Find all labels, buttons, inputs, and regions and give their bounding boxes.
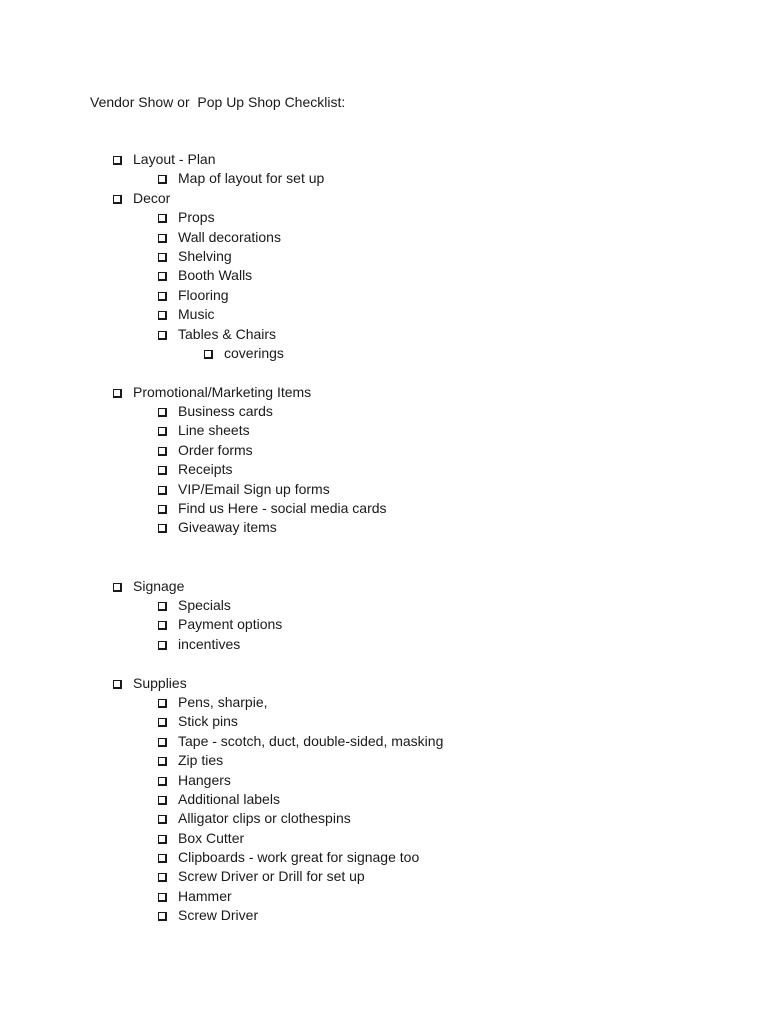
item-label: Line sheets [178, 422, 250, 439]
list-item [0, 615, 770, 634]
list-item [0, 480, 770, 499]
checkbox-icon[interactable] [158, 214, 167, 223]
spacer [0, 363, 770, 382]
checkbox-icon[interactable] [158, 815, 167, 824]
item-label: Map of layout for set up [178, 170, 325, 187]
checkbox-icon[interactable] [158, 466, 167, 475]
item-label: Pens, sharpie, [178, 693, 268, 710]
checkbox-icon[interactable] [113, 680, 122, 689]
list-item [0, 693, 770, 712]
checkbox-icon[interactable] [158, 912, 167, 921]
item-label: Shelving [178, 247, 232, 264]
list-item [0, 421, 770, 440]
checkbox-icon[interactable] [158, 621, 167, 630]
item-label: Find us Here - social media cards [178, 500, 387, 517]
item-label: Screw Driver or Drill for set up [178, 868, 365, 885]
checkbox-icon[interactable] [158, 893, 167, 902]
item-label: Clipboards - work great for signage too [178, 849, 420, 866]
item-label: Hammer [178, 887, 232, 904]
item-label: Wall decorations [178, 228, 281, 245]
list-item [0, 286, 770, 305]
item-label: Zip ties [178, 752, 224, 769]
item-label: Screw Driver [178, 907, 259, 924]
checkbox-icon[interactable] [158, 253, 167, 262]
item-label: Decor [133, 189, 171, 206]
list-item [0, 247, 770, 266]
item-label: Props [178, 209, 215, 226]
list-item [0, 325, 770, 344]
item-label: Business cards [178, 403, 273, 420]
checkbox-icon[interactable] [158, 757, 167, 766]
checkbox-icon[interactable] [158, 718, 167, 727]
list-item [0, 867, 770, 886]
checklist-title: Vendor Show or Pop Up Shop Checklist: [90, 94, 346, 110]
item-label: Additional labels [178, 790, 280, 807]
checkbox-icon[interactable] [158, 738, 167, 747]
item-label: Stick pins [178, 713, 238, 730]
checkbox-icon[interactable] [158, 311, 167, 320]
checkbox-icon[interactable] [158, 447, 167, 456]
list-item [0, 771, 770, 790]
section-supplies [0, 674, 770, 693]
item-label: Signage [133, 577, 185, 594]
checkbox-icon[interactable] [158, 602, 167, 611]
list-item [0, 499, 770, 518]
checkbox-icon[interactable] [113, 389, 122, 398]
checkbox-icon[interactable] [158, 873, 167, 882]
checklist [0, 150, 770, 926]
checkbox-icon[interactable] [158, 331, 167, 340]
section-layout [0, 150, 770, 169]
item-label: Giveaway items [178, 519, 277, 536]
checkbox-icon[interactable] [158, 427, 167, 436]
item-label: Alligator clips or clothespins [178, 810, 351, 827]
list-item [0, 305, 770, 324]
checkbox-icon[interactable] [158, 854, 167, 863]
section-decor [0, 189, 770, 208]
item-label: Specials [178, 597, 231, 613]
item-label: Music [178, 306, 215, 323]
list-item [0, 169, 770, 188]
list-item [0, 906, 770, 925]
item-label: incentives [178, 635, 241, 652]
item-label: Supplies [133, 674, 187, 691]
list-item [0, 712, 770, 731]
item-label: Order forms [178, 441, 253, 458]
list-item [0, 596, 770, 615]
list-item [0, 402, 770, 421]
list-item [0, 848, 770, 867]
checkbox-icon[interactable] [158, 835, 167, 844]
checkbox-icon[interactable] [158, 699, 167, 708]
checkbox-icon[interactable] [113, 195, 122, 204]
item-label: Flooring [178, 286, 229, 303]
list-item [0, 635, 770, 654]
list-item [0, 887, 770, 906]
list-item [0, 732, 770, 751]
item-label: Tables & Chairs [178, 325, 277, 342]
checkbox-icon[interactable] [158, 796, 167, 805]
item-label: Hangers [178, 771, 231, 788]
list-item [0, 208, 770, 227]
item-label: Layout - Plan [133, 151, 216, 167]
list-item [0, 228, 770, 247]
item-label: Box Cutter [178, 829, 245, 846]
list-item [0, 518, 770, 537]
item-label: Receipts [178, 461, 233, 478]
item-label: Booth Walls [178, 267, 253, 284]
checkbox-icon[interactable] [158, 505, 167, 514]
section-promo [0, 383, 770, 402]
item-label: coverings [224, 344, 284, 361]
checkbox-icon[interactable] [113, 583, 122, 592]
list-item [0, 809, 770, 828]
checkbox-icon[interactable] [158, 408, 167, 417]
checkbox-icon[interactable] [158, 234, 167, 243]
item-label: Payment options [178, 616, 283, 633]
list-item [0, 441, 770, 460]
spacer [0, 538, 770, 577]
item-label: Promotional/Marketing Items [133, 383, 312, 400]
list-item [0, 266, 770, 285]
checkbox-icon[interactable] [158, 641, 167, 650]
checkbox-icon[interactable] [113, 156, 122, 165]
spacer [0, 654, 770, 673]
list-item [0, 460, 770, 479]
list-item [0, 829, 770, 848]
item-label: Tape - scotch, duct, double-sided, masking [178, 732, 444, 749]
checkbox-icon[interactable] [204, 350, 213, 359]
list-item [0, 751, 770, 770]
checkbox-icon[interactable] [158, 777, 167, 786]
checkbox-icon[interactable] [158, 486, 167, 495]
item-label: VIP/Email Sign up forms [178, 480, 330, 497]
checkbox-icon[interactable] [158, 524, 167, 533]
checkbox-icon[interactable] [158, 272, 167, 281]
list-subitem [0, 344, 770, 363]
checkbox-icon[interactable] [158, 292, 167, 301]
checkbox-icon[interactable] [158, 175, 167, 184]
section-signage [0, 577, 770, 596]
list-item [0, 790, 770, 809]
